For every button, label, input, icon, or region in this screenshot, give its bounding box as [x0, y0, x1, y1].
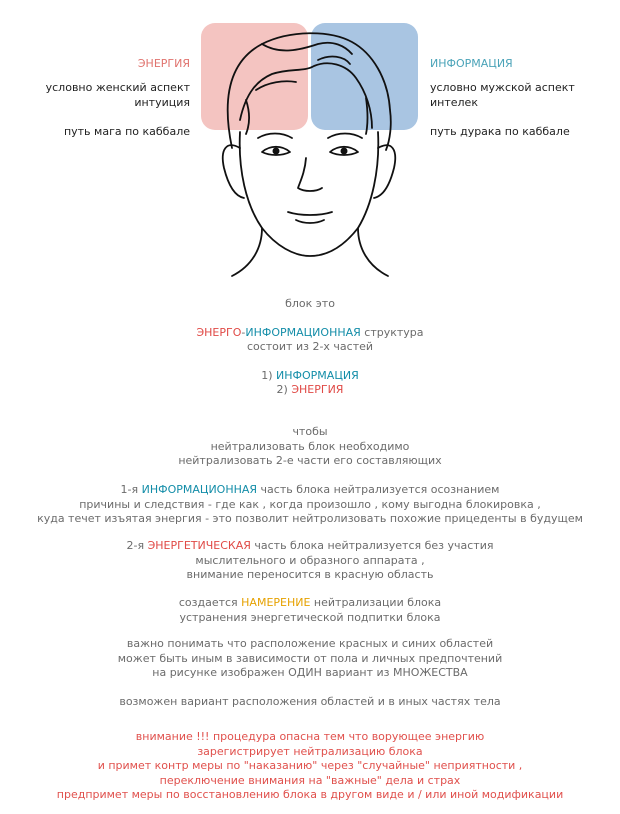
- text-line: нейтрализовать блок необходимо: [210, 439, 410, 453]
- left-pupil: [273, 148, 280, 155]
- text-line: внимание переносится в красную область: [186, 568, 434, 581]
- text-line: создается НАМЕРЕНИЕ нейтрализации блока: [178, 596, 442, 609]
- warning-line: и примет контр меры по "наказанию" через "случайные" неприятности ,: [97, 759, 523, 772]
- variation-section: [0, 637, 620, 681]
- text-line: важно понимать что расположение красных и синих областей: [126, 637, 494, 650]
- text-line: возможен вариант расположения областей и в иных частях тела: [119, 695, 501, 708]
- warning-line: переключение внимания на "важные" дела и страх: [159, 773, 461, 787]
- energy-intuition: интуиция: [134, 96, 190, 109]
- information-path: путь дурака по каббале: [430, 125, 570, 138]
- text-line: мыслительного и образного аппарата ,: [195, 553, 425, 567]
- intent-section: [0, 596, 620, 625]
- information-region: [311, 23, 418, 130]
- text-line: 1-я ИНФОРМАЦИОННАЯ часть блока нейтрализуется осознанием: [120, 483, 500, 496]
- text-line: 2-я ЭНЕРГЕТИЧЕСКАЯ часть блока нейтрализуется без участия: [126, 539, 494, 552]
- part-two: 2) ЭНЕРГИЯ: [276, 383, 344, 396]
- structure-line: ЭНЕРГО-ИНФОРМАЦИОННАЯ структура: [196, 325, 424, 339]
- part-one: 1) ИНФОРМАЦИЯ: [261, 368, 359, 382]
- body-location-note: [0, 695, 620, 710]
- intro-line: блок это: [285, 297, 335, 310]
- information-heading: ИНФОРМАЦИЯ: [430, 57, 513, 70]
- neutralize-section: [0, 425, 620, 469]
- energy-region: [201, 23, 308, 130]
- text-line: куда течет изъятая энергия - это позволит нейтролизовать похожие прицеденты в будущем: [37, 512, 583, 525]
- block-definition: [0, 297, 620, 398]
- information-aspect: условно мужской аспект: [430, 81, 575, 94]
- parts-line: состоит из 2-х частей: [246, 340, 374, 353]
- energy-panel: [46, 56, 190, 139]
- information-intellect: интелек: [430, 96, 478, 109]
- warning-section: [0, 730, 620, 803]
- right-pupil: [341, 148, 348, 155]
- text-line: устранения энергетической подпитки блока: [179, 610, 441, 624]
- text-line: нейтрализовать 2-е части его составляющих: [178, 454, 442, 467]
- energy-part-section: [0, 539, 620, 583]
- text-line: на рисунке изображен ОДИН вариант из МНОЖЕСТВА: [152, 666, 468, 679]
- text-line: причины и следствия - где как , когда произошло , кому выгодна блокировка ,: [79, 497, 541, 511]
- warning-line: внимание !!! процедура опасна тем что ворующее энергию: [135, 730, 485, 743]
- energy-heading: ЭНЕРГИЯ: [137, 57, 190, 70]
- energy-path: путь мага по каббале: [63, 125, 190, 138]
- text-line: чтобы: [292, 425, 328, 438]
- information-part-section: [0, 483, 620, 527]
- head-illustration: [0, 0, 620, 285]
- warning-line: зарегистрирует нейтрализацию блока: [197, 744, 423, 758]
- text-line: может быть иным в зависимости от пола и личных предпочтений: [117, 651, 503, 665]
- warning-line: предпримет меры по восстановлению блока в другом виде и / или иной модификации: [56, 788, 564, 801]
- information-panel: [430, 56, 575, 139]
- energy-aspect: условно женский аспект: [45, 81, 190, 94]
